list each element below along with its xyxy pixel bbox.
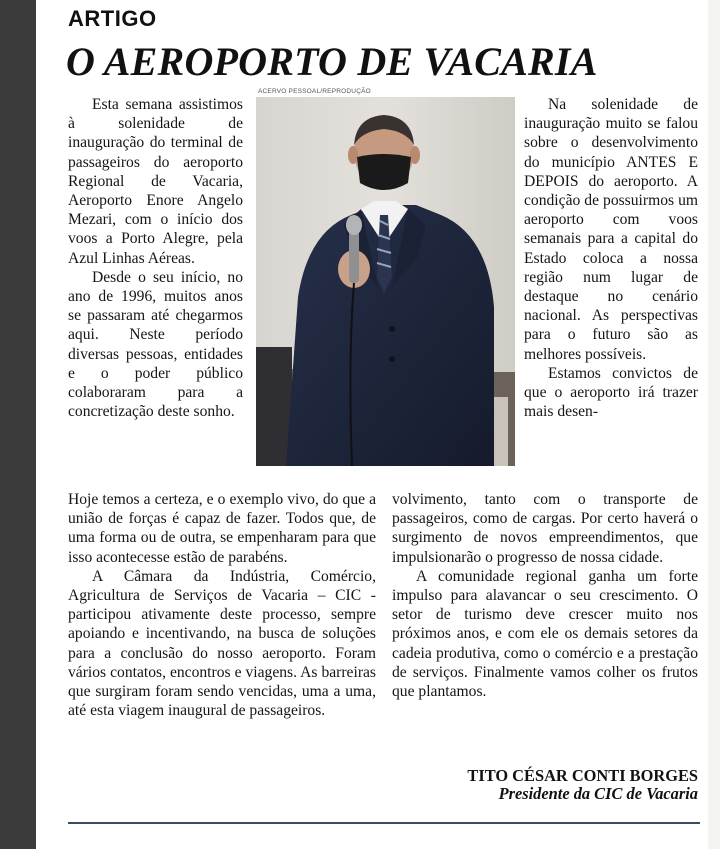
paragraph-development: volvimento, tanto com o transporte de passageiros, como de cargas. Por certo haverá o surgimento de novos empreendimentos, que impulsionarão o progresso de nossa cidade. — [392, 491, 698, 566]
column-right-top — [524, 95, 698, 421]
author-role: Presidente da CIC de Vacaria — [498, 784, 698, 803]
article-headline: O AEROPORTO DE VACARIA — [66, 39, 598, 84]
speaker-with-microphone-image — [256, 97, 515, 466]
page-gutter-right — [708, 0, 720, 849]
paragraph-history: Desde o seu início, no ano de 1996, muitos anos se passaram até chegarmos aqui. Neste período diversas pessoas, entidades e o poder público colaboraram para a concretização deste sonho. — [68, 268, 243, 421]
photo-credit: ACERVO PESSOAL/REPRODUÇÃO — [258, 88, 371, 95]
column-left-bottom — [68, 490, 376, 720]
page-gutter-left — [0, 0, 36, 849]
footer-rule — [68, 822, 700, 824]
paragraph-ceremony: Na solenidade de inauguração muito se falou sobre o desenvolvimento do município ANTES E DEPOIS do aeroporto. A condição de possuirmos um aeroporto com voos semanais para a capital do Estado coloca a nossa região num lugar de destaque no cenário nacional. As perspectivas para o futuro são as melhores possíveis. — [524, 96, 698, 363]
paragraph-community: A comunidade regional ganha um forte impulso para alavancar o seu crescimento. O setor de turismo deve crescer muito nos próximos anos, e com ele os demais setores da cadeia produtiva, como o comércio e a prestação de serviços. Finalmente vamos colher os frutos que plantamos. — [392, 567, 698, 701]
paragraph-intro: Esta semana assistimos à solenidade de inauguração do terminal de passageiros do aeroporto Regional de Vacaria, Aeroporto Enore Angelo Mezari, com o início dos voos a Porto Alegre, pela Azul Linhas Aéreas. — [68, 96, 243, 267]
author-name: TITO CÉSAR CONTI BORGES — [467, 766, 698, 785]
column-right-bottom — [392, 490, 698, 701]
paragraph-cic: A Câmara da Indústria, Comércio, Agricultura de Serviços de Vacaria – CIC - participou ativamente deste processo, sempre apoiando e incentivando, na busca de soluções para a conclusão do nosso aeroporto. Foram vários contatos, encontros e viagens. As barreiras que surgiram foram sendo vencidas, uma a uma, até esta viagem inaugural de passageiros. — [68, 567, 376, 720]
column-left-top — [68, 95, 243, 421]
paragraph-conviction: Estamos convictos de que o aeroporto irá trazer mais desen- — [524, 364, 698, 421]
author-photo — [256, 97, 515, 466]
paragraph-certainty: Hoje temos a certeza, e o exemplo vivo, do que a união de forças é capaz de fazer. Todos que, de uma forma ou de outra, se empenharam para que isso acontecesse estão de parabéns. — [68, 491, 376, 566]
section-label: ARTIGO — [68, 6, 157, 31]
